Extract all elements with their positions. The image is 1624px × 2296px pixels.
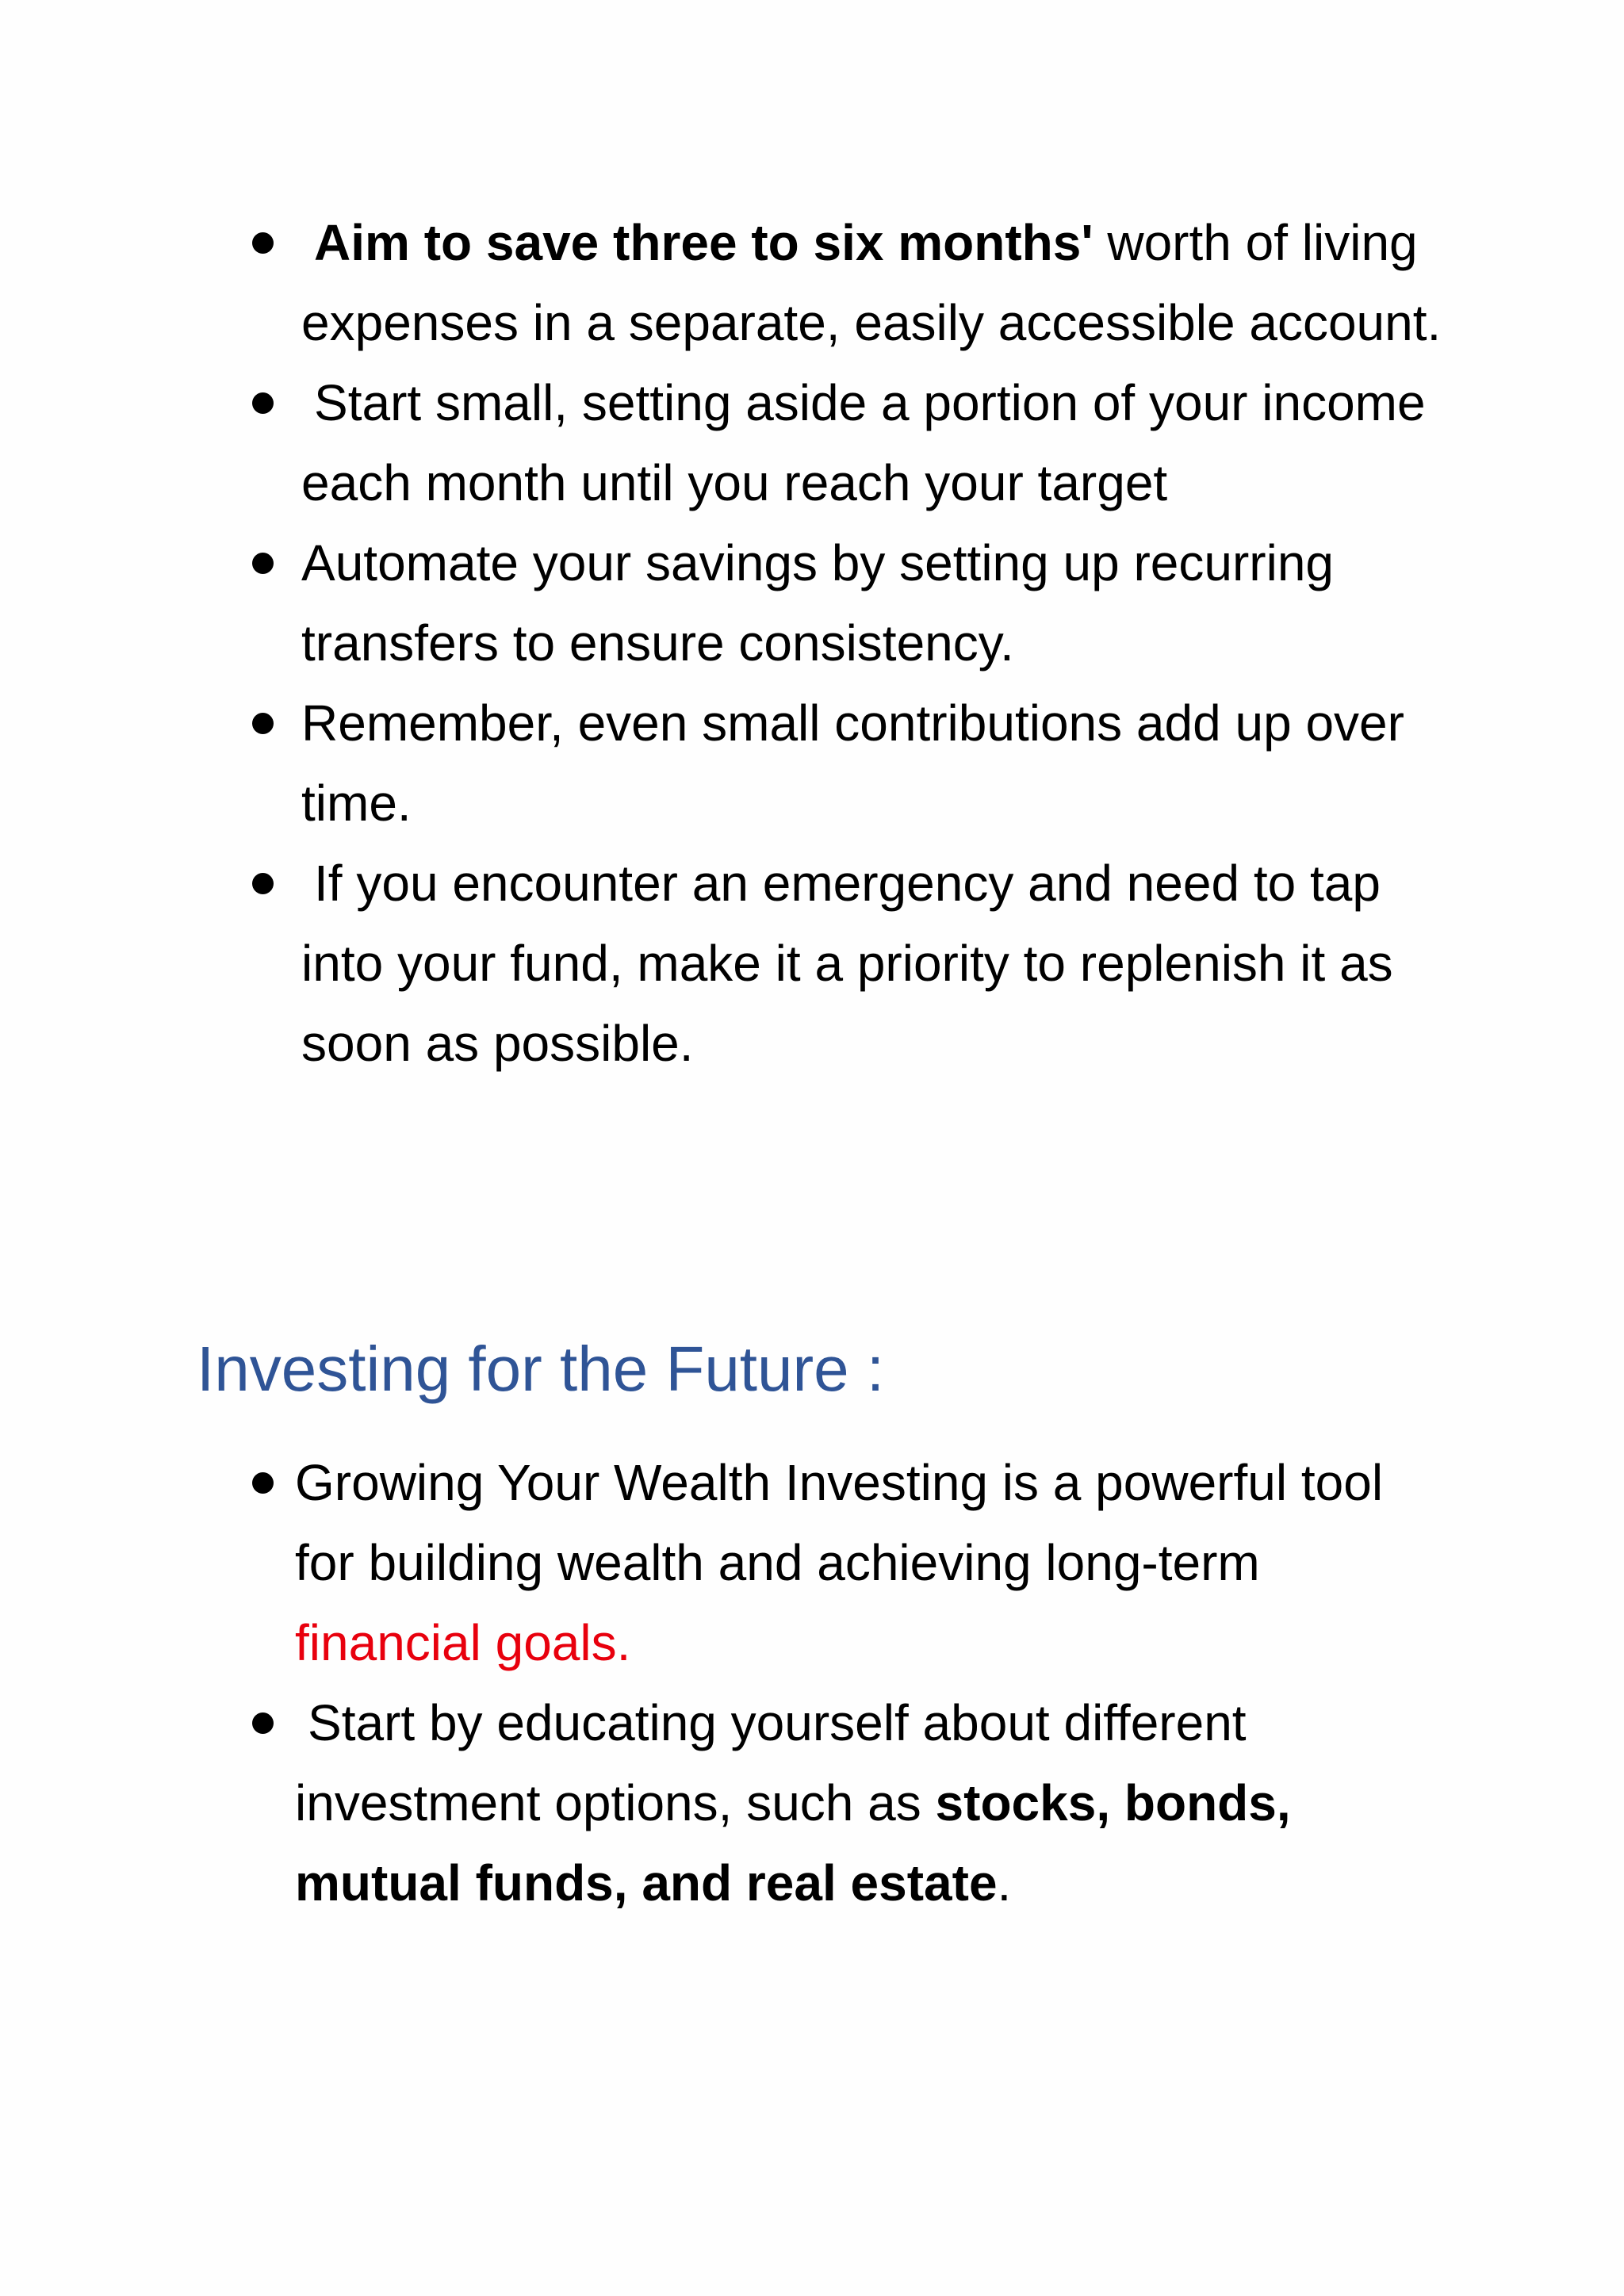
section-heading: Investing for the Future : (197, 1334, 885, 1404)
item-text-end: . (997, 1854, 1012, 1911)
item-text: Automate your savings by setting up recurring transfers to ensure consistency. (301, 534, 1334, 672)
bullet-icon (252, 232, 274, 254)
highlight-text: financial goals. (295, 1614, 631, 1671)
bullet-icon (252, 553, 274, 574)
investing-list (0, 1443, 1451, 1923)
item-text: Remember, even small contributions add up over time. (301, 695, 1404, 832)
emphasis-text: Aim to save three to six months' (314, 214, 1094, 271)
bullet-icon (252, 1472, 274, 1494)
item-text: worth of living expenses in a separate, easily accessible account. (301, 214, 1442, 351)
item-text: Start by educating yourself about different investment options, such as (295, 1694, 1247, 1831)
bullet-icon (252, 873, 274, 894)
bullet-icon (252, 713, 274, 734)
list-item (0, 844, 1451, 1084)
item-text: Growing Your Wealth Investing is a powerful tool for building wealth and achieving long-term (295, 1454, 1384, 1591)
savings-tips-list (0, 203, 1451, 1084)
list-item (0, 523, 1451, 683)
bullet-icon (252, 392, 274, 414)
list-item (0, 363, 1451, 523)
list-item (0, 1443, 1451, 1683)
item-text: If you encounter an emergency and need to tap into your fund, make it a priority to replenish it as soon as possible. (301, 855, 1393, 1072)
item-text: Start small, setting aside a portion of your income each month until you reach your target (301, 374, 1426, 511)
list-item (0, 203, 1451, 363)
list-item (0, 683, 1451, 844)
bullet-icon (252, 1712, 274, 1734)
list-item (0, 1683, 1451, 1923)
emphasis-text: stocks, bonds, mutual funds, and real estate (295, 1774, 1291, 1911)
